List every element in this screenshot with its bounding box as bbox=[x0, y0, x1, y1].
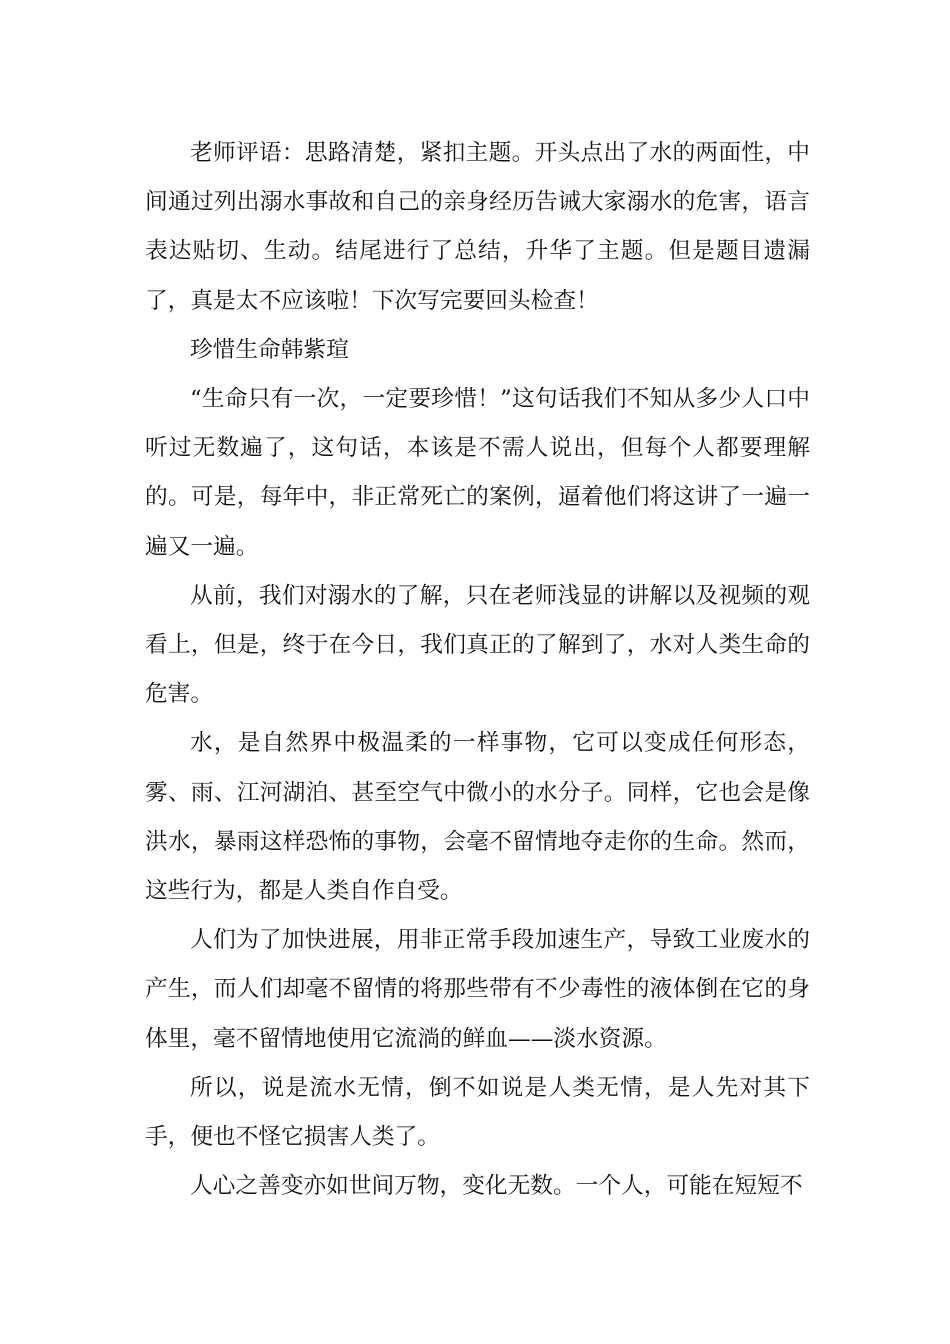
body-paragraph: 人心之善变亦如世间万物，变化无数。一个人，可能在短短不 bbox=[190, 1173, 803, 1200]
body-paragraph: 从前，我们对溺水的了解，只在老师浅显的讲解以及视频的观看上，但是，终于在今日，我们真正的了解到了，水对人类生命的危害。 bbox=[145, 582, 810, 708]
essay-title: 珍惜生命韩紫瑄 bbox=[190, 336, 349, 363]
document-body bbox=[145, 129, 810, 1211]
body-paragraph: 人们为了加快进展，用非正常手段加速生产，导致工业废水的产生，而人们却毫不留情的将那些带有不少毒性的液体倒在它的身体里，毫不留情地使用它流淌的鲜血——淡水资源。 bbox=[145, 927, 810, 1052]
body-paragraph: 所以，说是流水无情，倒不如说是人类无情，是人先对其下手，便也不怪它损害人类了。 bbox=[145, 1074, 810, 1151]
body-paragraph: “生命只有一次，一定要珍惜！”这句话我们不知从多少人口中听过无数遍了，这句话，本该是不需人说出，但每个人都要理解的。可是，每年中，非正常死亡的案例，逼着他们将这讲了一遍一遍又一遍。 bbox=[145, 386, 810, 560]
teacher-comment-paragraph: 老师评语：思路清楚，紧扣主题。开头点出了水的两面性，中间通过列出溺水事故和自己的亲身经历告诫大家溺水的危害，语言表达贴切、生动。结尾进行了总结，升华了主题。但是题目遗漏了，真是太不应该啦！下次写完要回头检查！ bbox=[145, 140, 810, 314]
body-paragraph: 水，是自然界中极温柔的一样事物，它可以变成任何形态，雾、雨、江河湖泊、甚至空气中微小的水分子。同样，它也会是像洪水，暴雨这样恐怖的事物，会毫不留情地夺走你的生命。然而，这些行为，都是人类自作自受。 bbox=[145, 730, 810, 905]
